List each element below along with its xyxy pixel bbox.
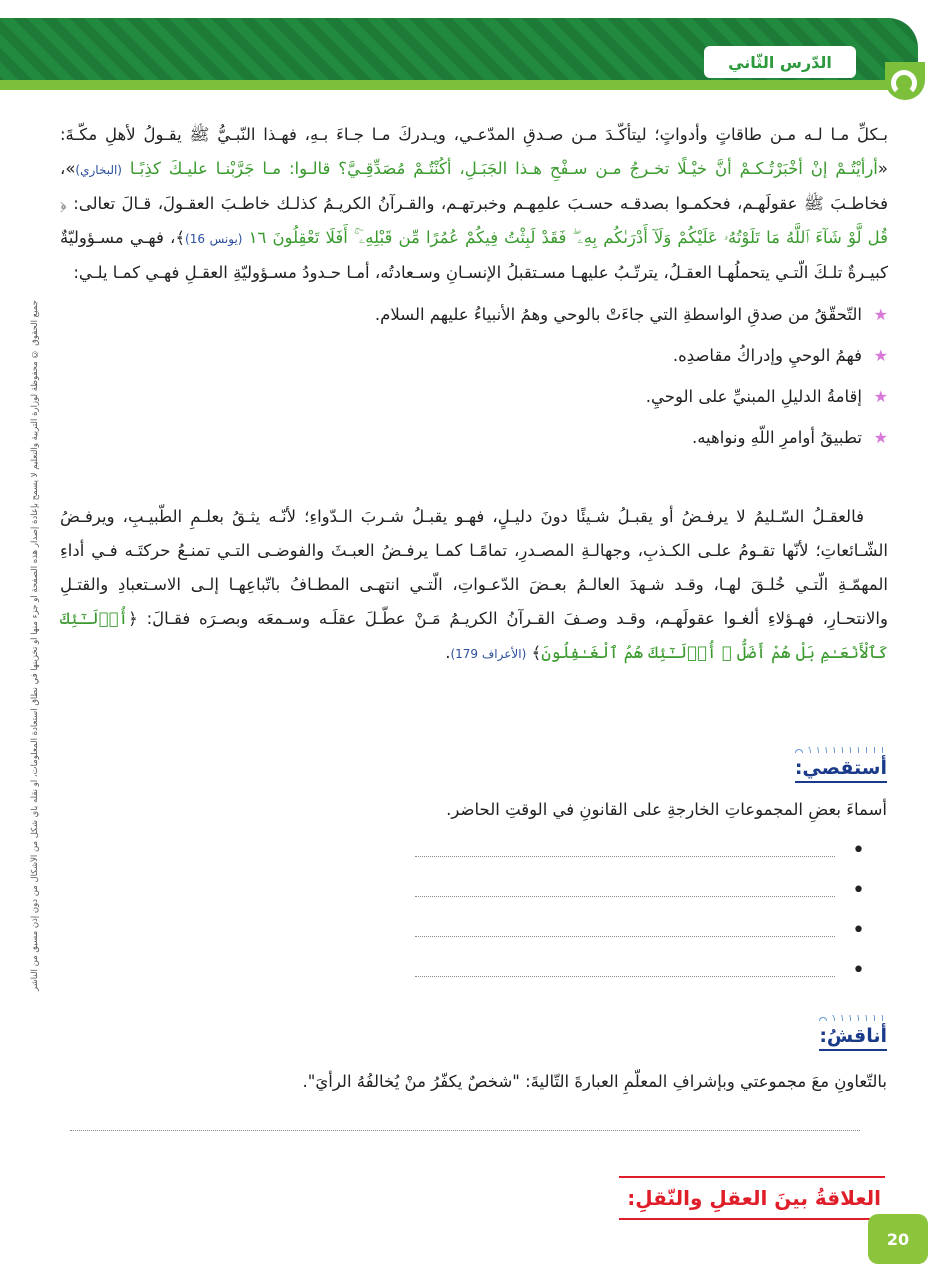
sound-mind-paragraph: فالعقـلُ السّـليمُ لا يرفـضُ أو يقبـلُ شـيئًا دونَ دليـلٍ، فهـو يقبـلُ شـربَ الـدّواءِ؛ لأنّـه يثـقُ بعلـمِ الطّبيـبِ، ويرفـضُ الشّـائعاتِ؛ لأنّها تقـومُ علـى الكـذبِ، وجهالـةِ المصـدرِ، تمامًـا كمـا يرفـضُ العبـثَ والفوضـى التـي تمنـعُ حركتَـه فـي أداءِ المهمّـةِ الّتـي خُلـقَ لهـا، وقـد شـهدَ العالـمُ بعـضَ الدّعـواتِ، الّتـي انتهـى المطـافُ باتّباعِهـا إلـى الاسـتعبادِ والقتـلِ والانتحـارِ، فهـؤلاءِ ألغـوا عقولَهـم، وقـد وصـفَ القـرآنُ الكريـمُ مَـنْ عطّـلَ عقلَـه وسـمعَه وبصـرَه فقـالَ: ﴿أُو۟لَـٰٓئِكَ كَٱلْأَنْعَـٰمِ بَلْ هُمْ أَضَلُّ ۚ أُو۟لَـٰٓئِكَ هُمُ ٱلْغَـٰفِلُونَ﴾ (الأعراف 179). [60, 507, 888, 662]
answer-line-3[interactable]: • [415, 918, 865, 958]
next-section-title: العلاقةُ بينَ العقلِ والنّقلِ: [619, 1176, 885, 1220]
star-icon: ★ [873, 346, 888, 365]
research-section [795, 757, 887, 783]
hadith-citation: (البخاري) [75, 163, 122, 177]
mind-limits-list [60, 294, 888, 458]
star-icon: ★ [873, 387, 888, 406]
list-item: ★ تطبيقُ أوامرِ اللّهِ ونواهيه. [60, 417, 888, 458]
intro-line-3-rest: »، فخاطـبَ ﷺ عقولَهـم، فحكمـوا بصدقـه حسـبَ علمِهـم وخبرتهـم، والقـرآنُ الكريـمُ كذلـك [60, 159, 888, 213]
research-title: أستقصي: [795, 757, 887, 783]
quran-verse-yunus: قُل لَّوْ شَآءَ ٱللَّهُ مَا تَلَوْتُهُۥ عَلَيْكُمْ وَلَآ أَدْرَىٰكُم بِهِۦ ۖ فَقَدْ لَبِثْتُ فِيكُمْ عُمُرًا مِّن قَبْلِهِۦٓ ۚ أَفَلَا تَعْقِلُونَ ١٦ [248, 228, 888, 247]
wavy-decoration [795, 747, 887, 753]
header-tab-icon [885, 62, 925, 100]
list-item: ★ التّحقّقُ من صدقِ الواسطةِ التي جاءَتْ بالوحي وهمُ الأنبياءُ عليهم السلام. [60, 294, 888, 335]
quran-verse-araf: أُو۟لَـٰٓئِكَ كَٱلْأَنْعَـٰمِ بَلْ هُمْ أَضَلُّ ۚ أُو۟لَـٰٓئِكَ هُمُ ٱلْغَـٰفِلُونَ [60, 609, 888, 662]
list-item: ★ إقامةُ الدليلِ المبنيِّ على الوحيِ. [60, 376, 888, 417]
intro-paragraph [60, 118, 888, 290]
verse-citation-yunus: (يونس 16) [185, 232, 243, 246]
verse-citation-araf: (الأعراف 179) [450, 647, 527, 661]
discuss-title: أناقشُ: [819, 1025, 887, 1051]
intro-line-2-start: مكّـةَ: « [60, 125, 888, 178]
intro-line-1: بـكلِّ مـا لـه مـن طاقاتٍ وأدواتٍ؛ ليتأكّـدَ مـن صـدقِ المدّعـي، ويـدركَ مـا جـاءَ بـهِ، فهـذا النّبـيُّ ﷺ يقـولُ لأهلِ [105, 125, 889, 144]
page-number: 20 [868, 1214, 928, 1264]
answer-line-2[interactable]: • [415, 878, 865, 918]
star-icon: ★ [873, 428, 888, 447]
lesson-label: الدّرس الثّاني [704, 46, 856, 78]
header-band [0, 18, 918, 90]
hadith-quote-end: كذِبًـا [129, 159, 161, 178]
intro-line-5-rest: ﴾، فهـي مسـؤوليّةٌ كبيـرةٌ تلـكَ الّتـي يتحملُهـا العقـلُ، يترتّـبُ عليهـا مسـتقبلُ الإنسـانِ [60, 228, 888, 282]
list-item: ★ فهمُ الوحيِ وإدراكُ مقاصدِه. [60, 335, 888, 376]
hadith-quote: أرأيْتُـمْ إنْ أخْبَرْتُـكـمْ أنَّ خيْـلًا تخـرجُ مـن سـفْحِ هـذا الجَبَـلِ، أكُنْتُـمْ مُصَدِّقِـيَّ؟ قالـوا: مـا جَرَّبْنـا عليـكَ [168, 159, 878, 178]
answer-line-1[interactable]: • [415, 838, 865, 878]
discuss-prompt: بالتّعاونِ معَ مجموعتي وبإشرافِ المعلّمِ العبارةَ التّاليةَ: "شخصٌ يكفّرُ منْ يُخالفُهُ الرأيَ". [302, 1072, 887, 1091]
wavy-decoration [819, 1015, 887, 1021]
intro-line-6: وسـعادتُه، أمـا حـدودُ مسـؤوليّةِ العقـلِ فهـي كمـا يلـي: [73, 263, 441, 282]
verse-close: ﴾ [531, 643, 542, 662]
lesson-content [60, 118, 888, 671]
sound-mind-text: فالعقـلُ السّـليمُ لا يرفـضُ أو يقبـلُ شـيئًا دونَ دليـلٍ، فهـو يقبـلُ شـربَ الـدّواءِ؛ لأنّـه يثـقُ بعلـمِ الطّبيـبِ، ويرفـضُ الشّـائعاتِ؛ لأنّها تقـومُ علـى الكـذبِ، وجهالـةِ المصـدرِ، تمامًـا كمـا يرفـضُ العبـثَ والفوضـى التـي تمنـعُ حركتَـه فـي أداءِ المهمّـةِ الّتـي خُلـقَ لهـا، وقـد شـهدَ العالـمُ بعـضَ الدّعـواتِ، الّتـي انتهـى المطـافُ باتّباعِهـا إلـى الاسـتعبادِ والقتـلِ والانتحـارِ، فهـؤلاءِ ألغـوا عقولَهـم، وقـد وصـفَ القـرآنُ الكريـمُ مَـنْ عطّـلَ عقلَـه وسـمعَه وبصـرَه فقـالَ: ﴿ [60, 507, 888, 628]
intro-line-4-start: خاطـبَ العقـولَ، قـالَ تعالى: ﴿ [60, 194, 271, 213]
discuss-answer-line[interactable] [70, 1112, 860, 1131]
answer-line-4[interactable]: • [415, 958, 865, 998]
discuss-section [819, 1025, 887, 1051]
star-icon: ★ [873, 305, 888, 324]
research-prompt: أسماءَ بعضِ المجموعاتِ الخارجةِ على القانونِ في الوقتِ الحاضر. [446, 800, 887, 819]
copyright-notice: جميع الحقوق © محفوظة لوزارة التربية والتعليم لا يسمح بإعادة إصدار هذه الصفحة أو جزء منها أو تخزينها في نطاق استعادة المعلومات، أو نقله بأي شكل من الأشكال من دون إذن مسبق من الناشر [30, 300, 40, 991]
